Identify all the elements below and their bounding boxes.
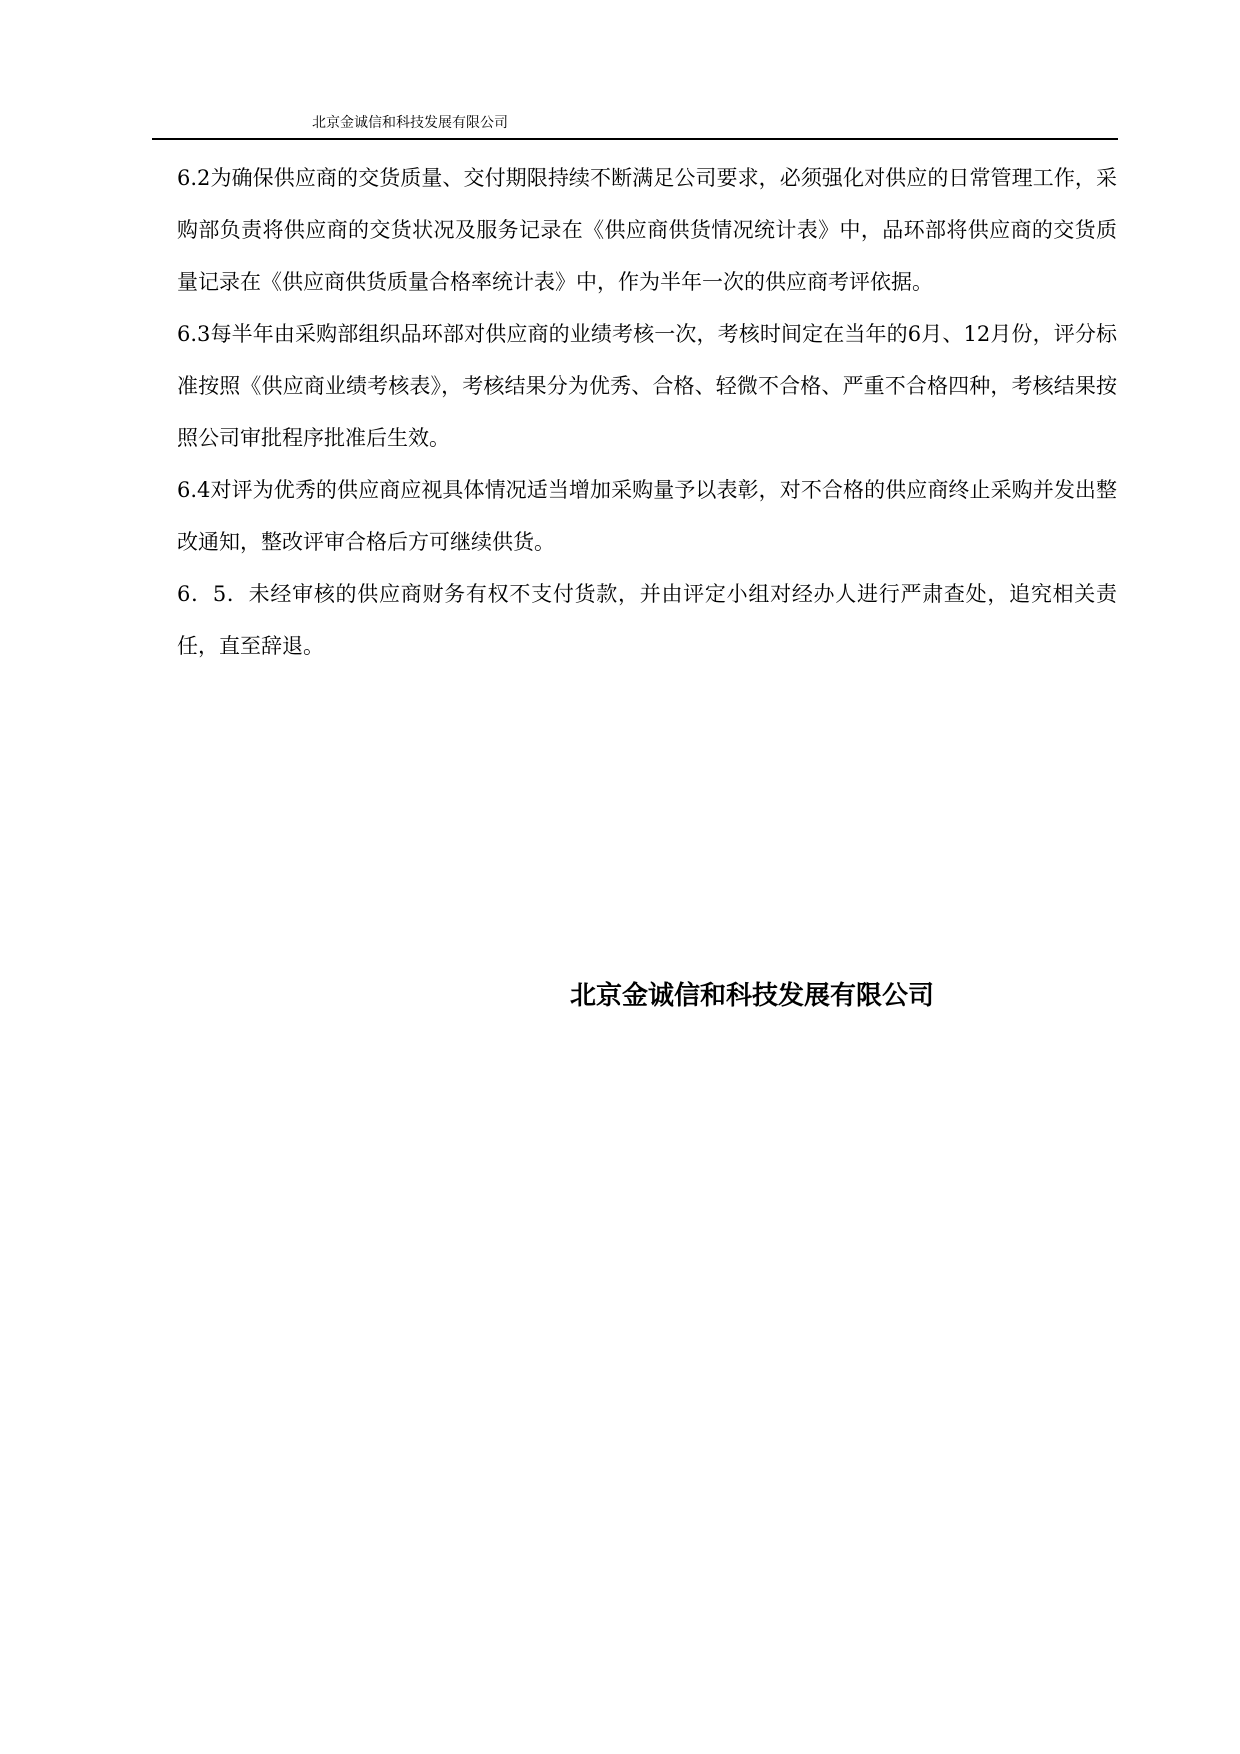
paragraph-6-5: 6．5．未经审核的供应商财务有权不支付货款，并由评定小组对经办人进行严肃查处，追究相关责任，直至辞退。 <box>177 582 1117 658</box>
paragraph-6-3: 6.3每半年由采购部组织品环部对供应商的业绩考核一次，考核时间定在当年的6月、12月份，评分标准按照《供应商业绩考核表》，考核结果分为优秀、合格、轻微不合格、严重不合格四种，考核结果按照公司审批程序批准后生效。 <box>177 322 1117 450</box>
header-company-name: 北京金诚信和科技发展有限公司 <box>312 115 508 131</box>
paragraph-6-2: 6.2为确保供应商的交货质量、交付期限持续不断满足公司要求，必须强化对供应的日常管理工作，采购部负责将供应商的交货状况及服务记录在《供应商供货情况统计表》中，品环部将供应商的交货质量记录在《供应商供货质量合格率统计表》中，作为半年一次的供应商考评依据。 <box>177 166 1117 294</box>
document-body <box>177 152 1117 672</box>
page-header <box>152 114 1118 140</box>
signature-company-name: 北京金诚信和科技发展有限公司 <box>570 981 935 1011</box>
paragraph-6-4: 6.4对评为优秀的供应商应视具体情况适当增加采购量予以表彰，对不合格的供应商终止采购并发出整改通知，整改评审合格后方可继续供货。 <box>177 478 1117 554</box>
